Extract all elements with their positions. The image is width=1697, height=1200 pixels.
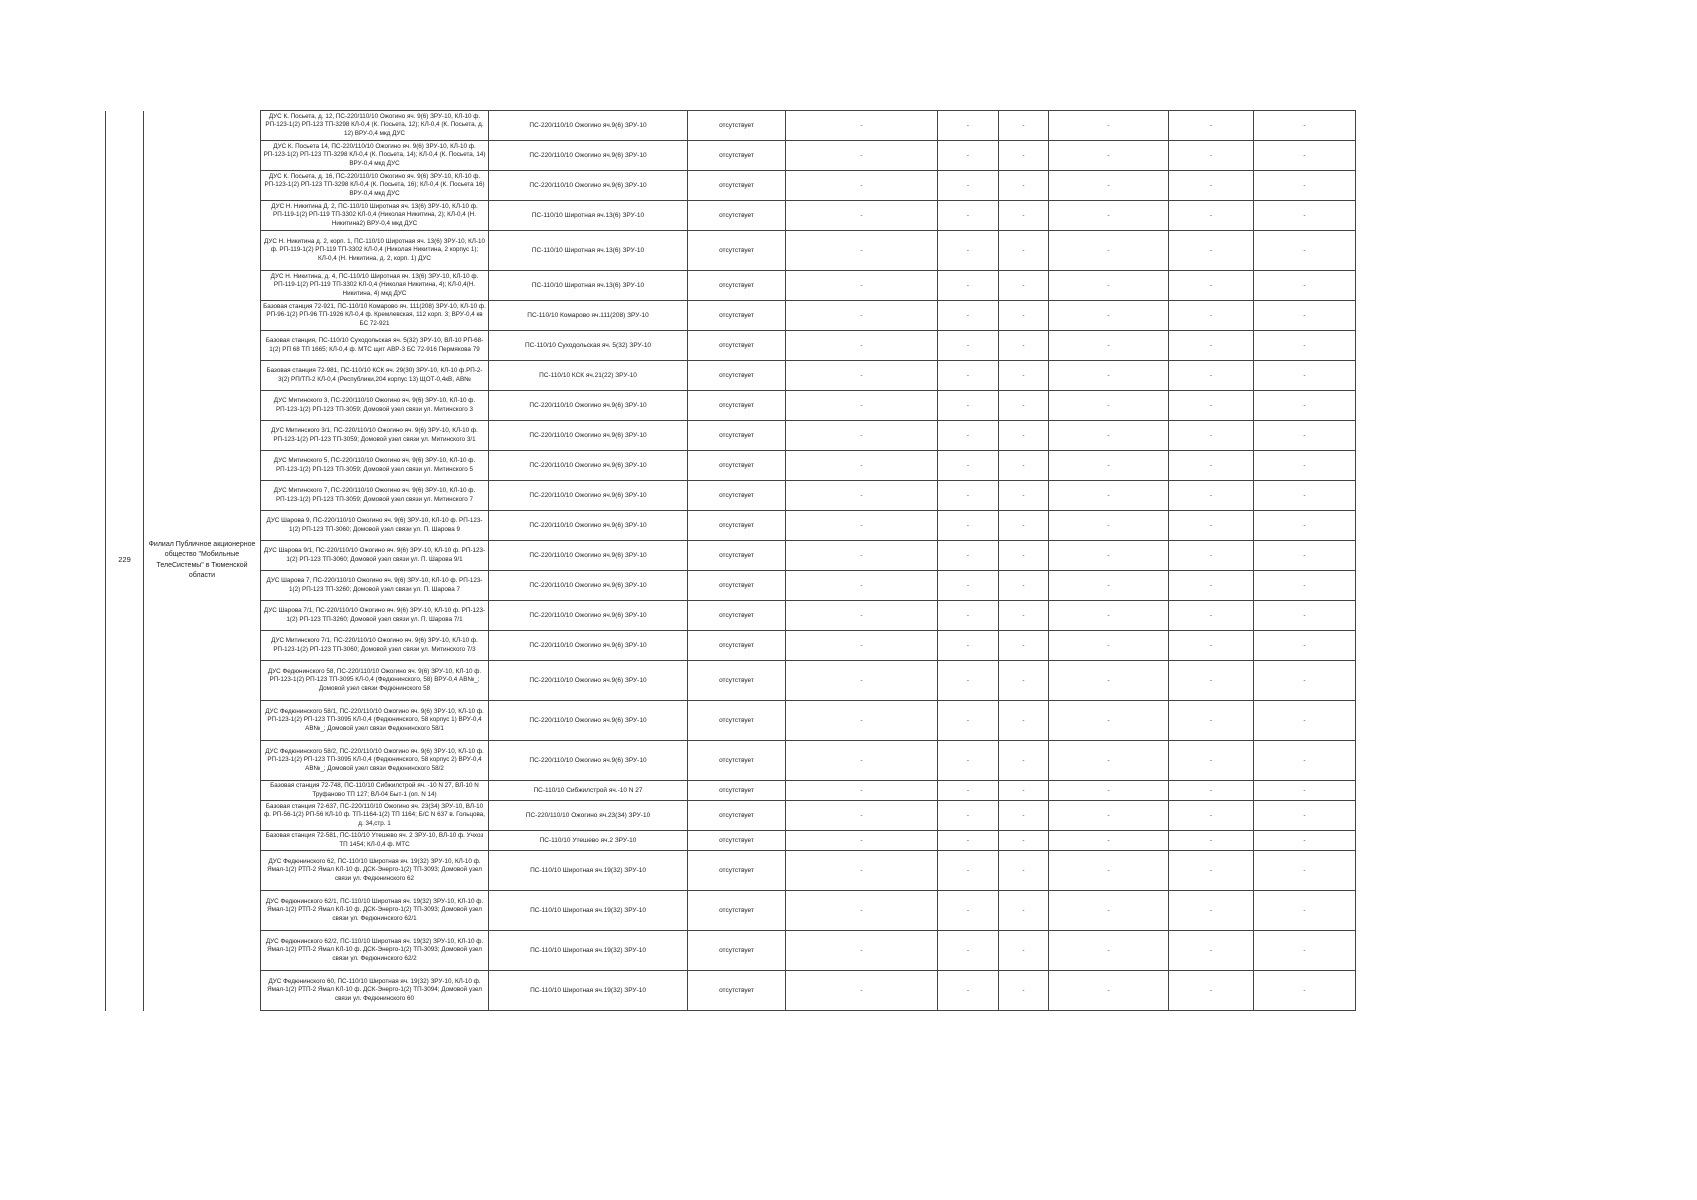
- empty-value-cell: -: [999, 891, 1049, 931]
- empty-value-cell: -: [1169, 631, 1254, 661]
- empty-value-cell: -: [786, 331, 938, 361]
- empty-value-cell: -: [1254, 931, 1356, 971]
- status-cell: отсутствует: [688, 741, 786, 781]
- empty-value-cell: -: [1254, 361, 1356, 391]
- substation-cell: ПС-110/10 Утешево яч.2 ЗРУ-10: [489, 831, 688, 851]
- empty-value-cell: -: [999, 541, 1049, 571]
- table-row: [106, 111, 1356, 141]
- object-description-cell: ДУС Митинского 7, ПС-220/110/10 Ожогино яч. 9(6) ЗРУ-10, КЛ-10 ф. РП-123-1(2) РП-123 ТП-3059; Домовой узел связи ул. Митинского 7: [261, 481, 489, 511]
- empty-value-cell: -: [938, 201, 999, 231]
- object-description-cell: Базовая станция 72-921, ПС-110/10 Комарово яч. 111(208) ЗРУ-10, КЛ-10 ф. РП-96-1(2) РП-96 ТП-1926 КЛ-0,4 ф. Кремлевская, 112 корп. 3; ВРУ-0,4 кв БС 72-921: [261, 301, 489, 331]
- empty-value-cell: -: [999, 421, 1049, 451]
- empty-value-cell: -: [1169, 391, 1254, 421]
- substation-cell: ПС-110/10 Широтная яч.19(32) ЗРУ-10: [489, 971, 688, 1011]
- empty-value-cell: -: [999, 741, 1049, 781]
- table-row: [106, 271, 1356, 301]
- empty-value-cell: -: [1049, 831, 1169, 851]
- empty-value-cell: -: [999, 851, 1049, 891]
- empty-value-cell: -: [1254, 141, 1356, 171]
- empty-value-cell: -: [938, 631, 999, 661]
- empty-value-cell: -: [938, 741, 999, 781]
- object-description-cell: ДУС Н. Никитина д. 2, корп. 1, ПС-110/10 Широтная яч. 13(6) ЗРУ-10, КЛ-10 ф. РП-119-1(2) РП-119 ТП-3302 КЛ-0,4 (Николая Никитина, 2 корпус 1); КЛ-0,4 (Н. Никитина, д. 2, корп. 1) ДУС: [261, 231, 489, 271]
- object-description-cell: Базовая станция, ПС-110/10 Суходольская яч. 5(32) ЗРУ-10, ВЛ-10 РП-68-1(2) РП 68 ТП 1665; КЛ-0,4 ф. МТС щит АВР-3 БС 72-916 Пермякова 79: [261, 331, 489, 361]
- empty-value-cell: -: [1169, 451, 1254, 481]
- empty-value-cell: -: [999, 231, 1049, 271]
- empty-value-cell: -: [1049, 511, 1169, 541]
- empty-value-cell: -: [1169, 891, 1254, 931]
- empty-value-cell: -: [938, 851, 999, 891]
- substation-cell: ПС-220/110/10 Ожогино яч.9(6) ЗРУ-10: [489, 571, 688, 601]
- table-row: [106, 831, 1356, 851]
- substation-cell: ПС-220/110/10 Ожогино яч.9(6) ЗРУ-10: [489, 511, 688, 541]
- empty-value-cell: -: [999, 801, 1049, 831]
- empty-value-cell: -: [1049, 891, 1169, 931]
- empty-value-cell: -: [786, 171, 938, 201]
- table-row: [106, 421, 1356, 451]
- substation-cell: ПС-220/110/10 Ожогино яч.9(6) ЗРУ-10: [489, 601, 688, 631]
- status-cell: отсутствует: [688, 781, 786, 801]
- empty-value-cell: -: [938, 511, 999, 541]
- substation-cell: ПС-110/10 КСК яч.21(22) ЗРУ-10: [489, 361, 688, 391]
- empty-value-cell: -: [1254, 701, 1356, 741]
- empty-value-cell: -: [1254, 741, 1356, 781]
- empty-value-cell: -: [1169, 801, 1254, 831]
- empty-value-cell: -: [1169, 701, 1254, 741]
- empty-value-cell: -: [1254, 271, 1356, 301]
- status-cell: отсутствует: [688, 231, 786, 271]
- object-description-cell: ДУС Н. Никитина, д. 4, ПС-110/10 Широтная яч. 13(6) ЗРУ-10, КЛ-10 ф. РП-119-1(2) РП-119 ТП-3302 КЛ-0,4 (Николая Никитина, 4); КЛ-0,4(Н. Никитина, 4) мкд ДУС: [261, 271, 489, 301]
- empty-value-cell: -: [999, 931, 1049, 971]
- empty-value-cell: -: [999, 111, 1049, 141]
- empty-value-cell: -: [999, 141, 1049, 171]
- empty-value-cell: -: [786, 391, 938, 421]
- object-description-cell: Базовая станция 72-581, ПС-110/10 Утешево яч. 2 ЗРУ-10, ВЛ-10 ф. Учхоз ТП 1454; КЛ-0,4 ф. МТС: [261, 831, 489, 851]
- empty-value-cell: -: [1169, 301, 1254, 331]
- substation-cell: ПС-220/110/10 Ожогино яч.9(6) ЗРУ-10: [489, 451, 688, 481]
- status-cell: отсутствует: [688, 141, 786, 171]
- status-cell: отсутствует: [688, 111, 786, 141]
- empty-value-cell: -: [1169, 171, 1254, 201]
- object-description-cell: ДУС Федюнинского 58/2, ПС-220/110/10 Ожогино яч. 9(6) ЗРУ-10, КЛ-10 ф. РП-123-1(2) РП-123 ТП-3095 КЛ-0,4 (Федюнинского, 58 корпус 2) ВРУ-0,4 АВ№_; Домовой узел связи Федюнинского 58/2: [261, 741, 489, 781]
- object-description-cell: ДУС Шарова 7, ПС-220/110/10 Ожогино яч. 9(6) ЗРУ-10, КЛ-10 ф. РП-123-1(2) РП-123 ТП-3260; Домовой узел связи ул. П. Шарова 7: [261, 571, 489, 601]
- empty-value-cell: -: [786, 831, 938, 851]
- empty-value-cell: -: [1049, 231, 1169, 271]
- substation-cell: ПС-110/10 Суходольская яч. 5(32) ЗРУ-10: [489, 331, 688, 361]
- empty-value-cell: -: [786, 111, 938, 141]
- empty-value-cell: -: [786, 361, 938, 391]
- empty-value-cell: -: [999, 271, 1049, 301]
- empty-value-cell: -: [1254, 301, 1356, 331]
- empty-value-cell: -: [786, 971, 938, 1011]
- table-row: [106, 701, 1356, 741]
- empty-value-cell: -: [786, 891, 938, 931]
- empty-value-cell: -: [1049, 631, 1169, 661]
- empty-value-cell: -: [1254, 631, 1356, 661]
- table-row: [106, 571, 1356, 601]
- empty-value-cell: -: [1254, 481, 1356, 511]
- empty-value-cell: -: [1049, 111, 1169, 141]
- empty-value-cell: -: [786, 631, 938, 661]
- status-cell: отсутствует: [688, 301, 786, 331]
- empty-value-cell: -: [786, 741, 938, 781]
- empty-value-cell: -: [1169, 831, 1254, 851]
- status-cell: отсутствует: [688, 361, 786, 391]
- substation-cell: ПС-220/110/10 Ожогино яч.9(6) ЗРУ-10: [489, 661, 688, 701]
- status-cell: отсутствует: [688, 171, 786, 201]
- substation-cell: ПС-220/110/10 Ожогино яч.9(6) ЗРУ-10: [489, 701, 688, 741]
- status-cell: отсутствует: [688, 271, 786, 301]
- empty-value-cell: -: [786, 301, 938, 331]
- empty-value-cell: -: [999, 201, 1049, 231]
- empty-value-cell: -: [1254, 331, 1356, 361]
- empty-value-cell: -: [1169, 421, 1254, 451]
- status-cell: отсутствует: [688, 481, 786, 511]
- empty-value-cell: -: [786, 451, 938, 481]
- empty-value-cell: -: [938, 451, 999, 481]
- table-row: [106, 931, 1356, 971]
- empty-value-cell: -: [786, 541, 938, 571]
- empty-value-cell: -: [999, 661, 1049, 701]
- empty-value-cell: -: [938, 931, 999, 971]
- object-description-cell: ДУС Митинского 3, ПС-220/110/10 Ожогино яч. 9(6) ЗРУ-10, КЛ-10 ф. РП-123-1(2) РП-123 ТП-3059; Домовой узел связи ул. Митинского 3: [261, 391, 489, 421]
- substation-cell: ПС-220/110/10 Ожогино яч.9(6) ЗРУ-10: [489, 391, 688, 421]
- empty-value-cell: -: [938, 231, 999, 271]
- empty-value-cell: -: [1169, 111, 1254, 141]
- empty-value-cell: -: [1254, 781, 1356, 801]
- table-row: [106, 481, 1356, 511]
- empty-value-cell: -: [1049, 701, 1169, 741]
- empty-value-cell: -: [999, 601, 1049, 631]
- object-description-cell: ДУС К. Посьета, д. 16, ПС-220/110/10 Ожогино яч. 9(6) ЗРУ-10, КЛ-10 ф. РП-123-1(2) РП-123 ТП-3298 КЛ-0,4 (К. Посьета, 16); КЛ-0,4 (К. Посьета 16) ВРУ-0,4 мкд ДУС: [261, 171, 489, 201]
- table-row: [106, 661, 1356, 701]
- object-description-cell: Базовая станция 72-637, ПС-220/110/10 Ожогино яч. 23(34) ЗРУ-10, ВЛ-10 ф. РП-56-1(2) РП-56 КЛ-10 ф. ТП-1164-1(2) ТП 1164; Б/С N 637 в. Гольцова, д. 34,стр. 1: [261, 801, 489, 831]
- status-cell: отсутствует: [688, 571, 786, 601]
- object-description-cell: ДУС К. Посьета, д. 12, ПС-220/110/10 Ожогино яч. 9(6) ЗРУ-10, КЛ-10 ф. РП-123-1(2) РП-123 ТП-3298 КЛ-0,4 (К. Посьета, 12); КЛ-0,4 (К. Посьета, д. 12) ВРУ-0,4 мкд ДУС: [261, 111, 489, 141]
- table-row: [106, 971, 1356, 1011]
- table-row: [106, 201, 1356, 231]
- empty-value-cell: -: [1254, 601, 1356, 631]
- empty-value-cell: -: [999, 361, 1049, 391]
- table-row: [106, 231, 1356, 271]
- object-description-cell: ДУС Митинского 3/1, ПС-220/110/10 Ожогино яч. 9(6) ЗРУ-10, КЛ-10 ф. РП-123-1(2) РП-123 ТП-3059; Домовой узел связи ул. Митинского 3/1: [261, 421, 489, 451]
- substation-cell: ПС-220/110/10 Ожогино яч.9(6) ЗРУ-10: [489, 631, 688, 661]
- empty-value-cell: -: [1169, 141, 1254, 171]
- empty-value-cell: -: [938, 891, 999, 931]
- status-cell: отсутствует: [688, 701, 786, 741]
- substation-cell: ПС-220/110/10 Ожогино яч.9(6) ЗРУ-10: [489, 741, 688, 781]
- empty-value-cell: -: [1169, 511, 1254, 541]
- empty-value-cell: -: [999, 391, 1049, 421]
- table-row: [106, 141, 1356, 171]
- empty-value-cell: -: [1049, 851, 1169, 891]
- object-description-cell: ДУС Федюнинского 62/2, ПС-110/10 Широтная яч. 19(32) ЗРУ-10, КЛ-10 ф. Ямал-1(2) РТП-2 Ямал КЛ-10 ф. ДСК-Энерго-1(2) ТП-3093; Домовой узел связи ул. Федюнинского 62/2: [261, 931, 489, 971]
- empty-value-cell: -: [1169, 571, 1254, 601]
- empty-value-cell: -: [1049, 571, 1169, 601]
- status-cell: отсутствует: [688, 451, 786, 481]
- table-body: [106, 111, 1356, 1011]
- empty-value-cell: -: [1049, 271, 1169, 301]
- empty-value-cell: -: [938, 481, 999, 511]
- object-description-cell: ДУС Шарова 9/1, ПС-220/110/10 Ожогино яч. 9(6) ЗРУ-10, КЛ-10 ф. РП-123-1(2) РП-123 ТП-3060; Домовой узел связи ул. П. Шарова 9/1: [261, 541, 489, 571]
- empty-value-cell: -: [1254, 511, 1356, 541]
- data-table: [105, 110, 1356, 1011]
- substation-cell: ПС-110/10 Широтная яч.19(32) ЗРУ-10: [489, 931, 688, 971]
- empty-value-cell: -: [1169, 781, 1254, 801]
- empty-value-cell: -: [1049, 481, 1169, 511]
- empty-value-cell: -: [999, 481, 1049, 511]
- empty-value-cell: -: [1049, 301, 1169, 331]
- substation-cell: ПС-220/110/10 Ожогино яч.9(6) ЗРУ-10: [489, 171, 688, 201]
- empty-value-cell: -: [1049, 781, 1169, 801]
- status-cell: отсутствует: [688, 801, 786, 831]
- empty-value-cell: -: [1254, 231, 1356, 271]
- empty-value-cell: -: [786, 271, 938, 301]
- table-row: [106, 331, 1356, 361]
- empty-value-cell: -: [1049, 931, 1169, 971]
- empty-value-cell: -: [938, 331, 999, 361]
- empty-value-cell: -: [786, 141, 938, 171]
- empty-value-cell: -: [1254, 421, 1356, 451]
- empty-value-cell: -: [1254, 171, 1356, 201]
- empty-value-cell: -: [999, 701, 1049, 741]
- empty-value-cell: -: [786, 801, 938, 831]
- empty-value-cell: -: [1254, 391, 1356, 421]
- empty-value-cell: -: [786, 851, 938, 891]
- empty-value-cell: -: [1254, 971, 1356, 1011]
- substation-cell: ПС-220/110/10 Ожогино яч.9(6) ЗРУ-10: [489, 541, 688, 571]
- empty-value-cell: -: [999, 781, 1049, 801]
- empty-value-cell: -: [999, 971, 1049, 1011]
- empty-value-cell: -: [1254, 661, 1356, 701]
- object-description-cell: Базовая станция 72-748, ПС-110/10 Сибжилстрой яч. -10 N 27, ВЛ-10 N Труфаново ТП 127; ВЛ-04 Быт-1 (оп. N 14): [261, 781, 489, 801]
- status-cell: отсутствует: [688, 931, 786, 971]
- empty-value-cell: -: [1254, 201, 1356, 231]
- empty-value-cell: -: [786, 781, 938, 801]
- table-row: [106, 741, 1356, 781]
- object-description-cell: ДУС Федюнинского 60, ПС-110/10 Широтная яч. 19(32) ЗРУ-10, КЛ-10 ф. Ямал-1(2) РТП-2 Ямал КЛ-10 ф. ДСК-Энерго-1(2) ТП-3094; Домовой узел связи ул. Федюнинского 60: [261, 971, 489, 1011]
- empty-value-cell: -: [1169, 361, 1254, 391]
- empty-value-cell: -: [1049, 601, 1169, 631]
- object-description-cell: ДУС Н. Никитина Д. 2, ПС-110/10 Широтная яч. 13(6) ЗРУ-10, КЛ-10 ф. РП-119-1(2) РП-119 ТП-3302 КЛ-0,4 (Николая Никитина, 2); КЛ-0,4 (Н. Никитина2) ВРУ-0,4 мкд ДУС: [261, 201, 489, 231]
- substation-cell: ПС-220/110/10 Ожогино яч.23(34) ЗРУ-10: [489, 801, 688, 831]
- table-row: [106, 451, 1356, 481]
- table-row: [106, 511, 1356, 541]
- empty-value-cell: -: [1169, 851, 1254, 891]
- table-row: [106, 851, 1356, 891]
- object-description-cell: ДУС Федюнинского 62/1, ПС-110/10 Широтная яч. 19(32) ЗРУ-10, КЛ-10 ф. Ямал-1(2) РТП-2 Ямал КЛ-10 ф. ДСК-Энерго-1(2) ТП-3093; Домовой узел связи ул. Федюнинского 62/1: [261, 891, 489, 931]
- table-row: [106, 631, 1356, 661]
- empty-value-cell: -: [938, 661, 999, 701]
- table-row: [106, 801, 1356, 831]
- empty-value-cell: -: [938, 601, 999, 631]
- empty-value-cell: -: [1049, 361, 1169, 391]
- empty-value-cell: -: [1049, 661, 1169, 701]
- empty-value-cell: -: [1169, 741, 1254, 781]
- empty-value-cell: -: [1049, 801, 1169, 831]
- empty-value-cell: -: [999, 831, 1049, 851]
- empty-value-cell: -: [786, 601, 938, 631]
- empty-value-cell: -: [938, 801, 999, 831]
- status-cell: отсутствует: [688, 421, 786, 451]
- status-cell: отсутствует: [688, 851, 786, 891]
- empty-value-cell: -: [938, 141, 999, 171]
- empty-value-cell: -: [938, 701, 999, 741]
- empty-value-cell: -: [1049, 201, 1169, 231]
- substation-cell: ПС-220/110/10 Ожогино яч.9(6) ЗРУ-10: [489, 111, 688, 141]
- substation-cell: ПС-110/10 Широтная яч.13(6) ЗРУ-10: [489, 231, 688, 271]
- empty-value-cell: -: [938, 971, 999, 1011]
- status-cell: отсутствует: [688, 661, 786, 701]
- substation-cell: ПС-110/10 Широтная яч.13(6) ЗРУ-10: [489, 201, 688, 231]
- table-row: [106, 541, 1356, 571]
- object-description-cell: Базовая станция 72-981, ПС-110/10 КСК яч. 29(30) ЗРУ-10, КЛ-10 ф.РП-2-3(2) РП/ТП-2 КЛ-0,4 (Республики,204 корпус 13) ЩОТ-0,4кВ, АВ№: [261, 361, 489, 391]
- empty-value-cell: -: [1254, 851, 1356, 891]
- status-cell: отсутствует: [688, 831, 786, 851]
- empty-value-cell: -: [999, 171, 1049, 201]
- object-description-cell: ДУС Федюнинского 62, ПС-110/10 Широтная яч. 19(32) ЗРУ-10, КЛ-10 ф. Ямал-1(2) РТП-2 Ямал КЛ-10 ф. ДСК-Энерго-1(2) ТП-3093; Домовой узел связи ул. Федюнинского 62: [261, 851, 489, 891]
- empty-value-cell: -: [1169, 661, 1254, 701]
- empty-value-cell: -: [938, 271, 999, 301]
- substation-cell: ПС-220/110/10 Ожогино яч.9(6) ЗРУ-10: [489, 141, 688, 171]
- status-cell: отсутствует: [688, 391, 786, 421]
- empty-value-cell: -: [786, 481, 938, 511]
- empty-value-cell: -: [1169, 601, 1254, 631]
- empty-value-cell: -: [1049, 451, 1169, 481]
- empty-value-cell: -: [938, 391, 999, 421]
- empty-value-cell: -: [786, 571, 938, 601]
- empty-value-cell: -: [1254, 541, 1356, 571]
- object-description-cell: ДУС Федюнинского 58/1, ПС-220/110/10 Ожогино яч. 9(6) ЗРУ-10, КЛ-10 ф. РП-123-1(2) РП-123 ТП-3095 КЛ-0,4 (Федюнинского, 58 корпус 1) ВРУ-0,4 АВ№_; Домовой узел связи Федюнинского 58/1: [261, 701, 489, 741]
- empty-value-cell: -: [1049, 171, 1169, 201]
- substation-cell: ПС-110/10 Широтная яч.19(32) ЗРУ-10: [489, 851, 688, 891]
- row-number-cell: 229: [106, 111, 144, 1011]
- empty-value-cell: -: [938, 831, 999, 851]
- empty-value-cell: -: [938, 301, 999, 331]
- object-description-cell: ДУС Митинского 7/1, ПС-220/110/10 Ожогино яч. 9(6) ЗРУ-10, КЛ-10 ф. РП-123-1(2) РП-123 ТП-3060; Домовой узел связи ул. Митинского 7/3: [261, 631, 489, 661]
- empty-value-cell: -: [999, 301, 1049, 331]
- empty-value-cell: -: [938, 571, 999, 601]
- object-description-cell: ДУС К. Посьета 14, ПС-220/110/10 Ожогино яч. 9(6) ЗРУ-10, КЛ-10 ф. РП-123-1(2) РП-123 ТП-3298 КЛ-0,4 (К. Посьета, 14); КЛ-0,4 (К. Посьета, 14) ВРУ-0,4 мкд ДУС: [261, 141, 489, 171]
- table-row: [106, 781, 1356, 801]
- empty-value-cell: -: [786, 701, 938, 741]
- empty-value-cell: -: [1049, 741, 1169, 781]
- empty-value-cell: -: [786, 421, 938, 451]
- organization-cell: Филиал Публичное акционерное общество "Мобильные ТелеСистемы" в Тюменской области: [144, 111, 261, 1011]
- table-row: [106, 361, 1356, 391]
- table-row: [106, 891, 1356, 931]
- empty-value-cell: -: [1254, 891, 1356, 931]
- empty-value-cell: -: [1254, 451, 1356, 481]
- empty-value-cell: -: [1169, 331, 1254, 361]
- substation-cell: ПС-220/110/10 Ожогино яч.9(6) ЗРУ-10: [489, 421, 688, 451]
- empty-value-cell: -: [1049, 541, 1169, 571]
- empty-value-cell: -: [1169, 481, 1254, 511]
- substation-cell: ПС-220/110/10 Ожогино яч.9(6) ЗРУ-10: [489, 481, 688, 511]
- object-description-cell: ДУС Шарова 9, ПС-220/110/10 Ожогино яч. 9(6) ЗРУ-10, КЛ-10 ф. РП-123-1(2) РП-123 ТП-3060; Домовой узел связи ул. П. Шарова 9: [261, 511, 489, 541]
- empty-value-cell: -: [938, 541, 999, 571]
- table-row: [106, 301, 1356, 331]
- empty-value-cell: -: [786, 511, 938, 541]
- table-row: [106, 391, 1356, 421]
- empty-value-cell: -: [1049, 421, 1169, 451]
- empty-value-cell: -: [1169, 231, 1254, 271]
- empty-value-cell: -: [999, 631, 1049, 661]
- empty-value-cell: -: [938, 111, 999, 141]
- empty-value-cell: -: [786, 201, 938, 231]
- substation-cell: ПС-110/10 Широтная яч.19(32) ЗРУ-10: [489, 891, 688, 931]
- empty-value-cell: -: [1049, 971, 1169, 1011]
- spreadsheet-page: [105, 110, 1355, 1095]
- empty-value-cell: -: [938, 171, 999, 201]
- empty-value-cell: -: [1049, 331, 1169, 361]
- empty-value-cell: -: [1049, 391, 1169, 421]
- status-cell: отсутствует: [688, 201, 786, 231]
- empty-value-cell: -: [786, 231, 938, 271]
- object-description-cell: ДУС Митинского 5, ПС-220/110/10 Ожогино яч. 9(6) ЗРУ-10, КЛ-10 ф. РП-123-1(2) РП-123 ТП-3059; Домовой узел связи ул. Митинского 5: [261, 451, 489, 481]
- object-description-cell: ДУС Федюнинского 58, ПС-220/110/10 Ожогино яч. 9(6) ЗРУ-10, КЛ-10 ф. РП-123-1(2) РП-123 ТП-3095 КЛ-0,4 (Федюнинского, 58) ВРУ-0,4 АВ№_; Домовой узел связи Федюнинского 58: [261, 661, 489, 701]
- status-cell: отсутствует: [688, 601, 786, 631]
- substation-cell: ПС-110/10 Комарово яч.111(208) ЗРУ-10: [489, 301, 688, 331]
- empty-value-cell: -: [1254, 571, 1356, 601]
- empty-value-cell: -: [1254, 801, 1356, 831]
- status-cell: отсутствует: [688, 631, 786, 661]
- status-cell: отсутствует: [688, 971, 786, 1011]
- empty-value-cell: -: [1169, 271, 1254, 301]
- empty-value-cell: -: [999, 451, 1049, 481]
- empty-value-cell: -: [938, 421, 999, 451]
- empty-value-cell: -: [1169, 971, 1254, 1011]
- status-cell: отсутствует: [688, 331, 786, 361]
- empty-value-cell: -: [938, 361, 999, 391]
- substation-cell: ПС-110/10 Широтная яч.13(6) ЗРУ-10: [489, 271, 688, 301]
- status-cell: отсутствует: [688, 511, 786, 541]
- empty-value-cell: -: [1169, 541, 1254, 571]
- empty-value-cell: -: [786, 931, 938, 971]
- empty-value-cell: -: [786, 661, 938, 701]
- empty-value-cell: -: [1049, 141, 1169, 171]
- empty-value-cell: -: [938, 781, 999, 801]
- status-cell: отсутствует: [688, 891, 786, 931]
- substation-cell: ПС-110/10 Сибжилстрой яч.-10 N 27: [489, 781, 688, 801]
- empty-value-cell: -: [1169, 931, 1254, 971]
- empty-value-cell: -: [999, 331, 1049, 361]
- empty-value-cell: -: [1254, 831, 1356, 851]
- empty-value-cell: -: [999, 571, 1049, 601]
- empty-value-cell: -: [999, 511, 1049, 541]
- table-row: [106, 601, 1356, 631]
- empty-value-cell: -: [1169, 201, 1254, 231]
- status-cell: отсутствует: [688, 541, 786, 571]
- empty-value-cell: -: [1254, 111, 1356, 141]
- table-row: [106, 171, 1356, 201]
- object-description-cell: ДУС Шарова 7/1, ПС-220/110/10 Ожогино яч. 9(6) ЗРУ-10, КЛ-10 ф. РП-123-1(2) РП-123 ТП-3260; Домовой узел связи ул. П. Шарова 7/1: [261, 601, 489, 631]
